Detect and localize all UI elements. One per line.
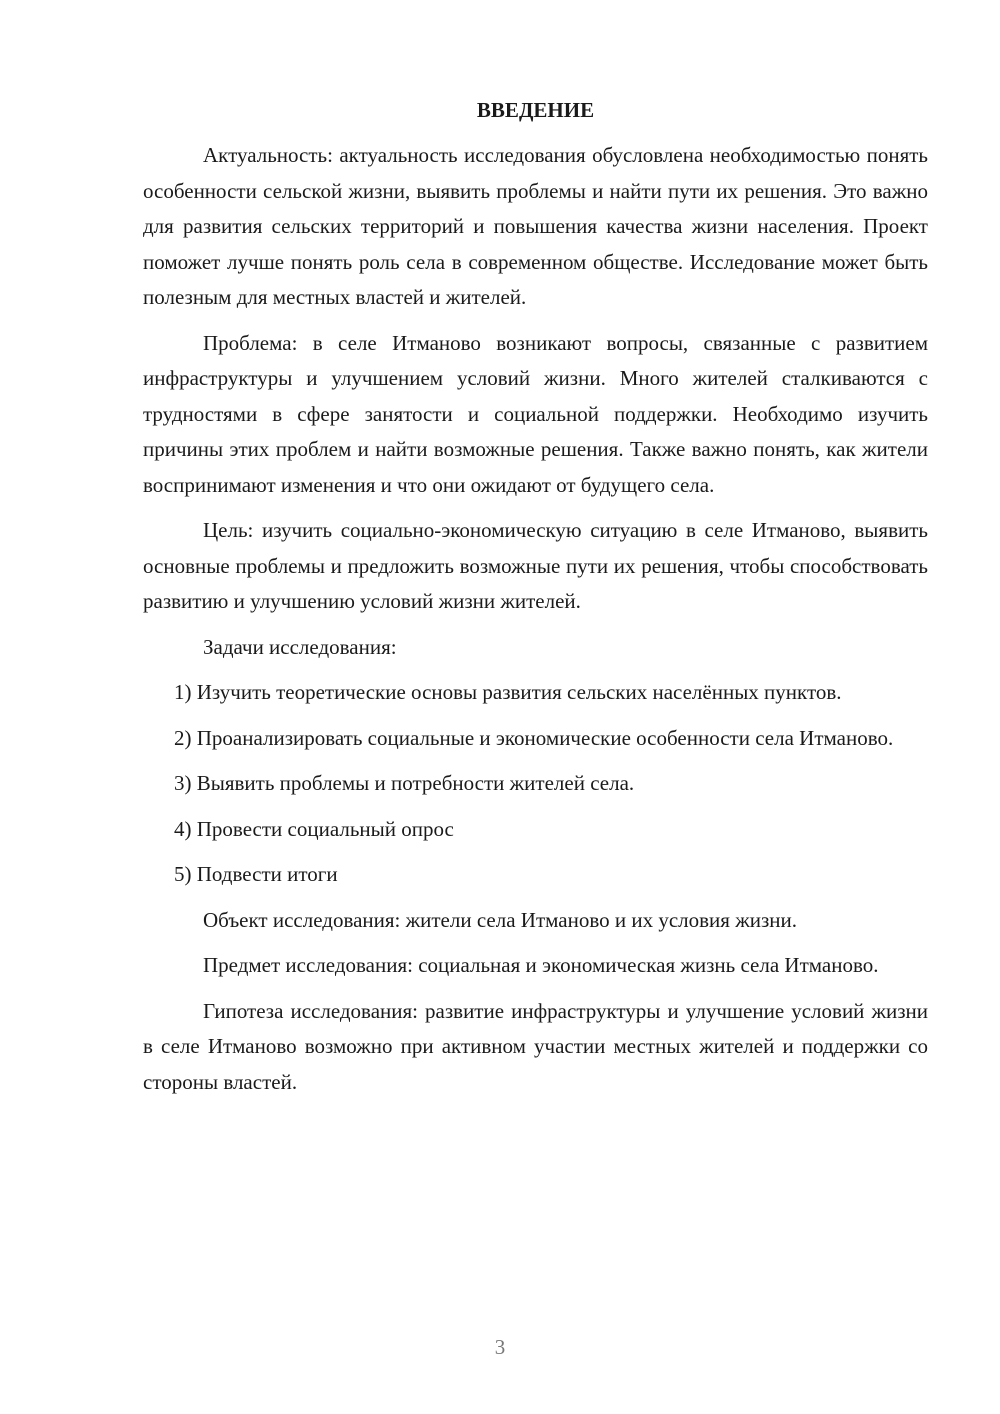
document-page xyxy=(143,93,928,1110)
subject-paragraph: Предмет исследования: социальная и экономическая жизнь села Итманово. xyxy=(203,953,879,977)
task-item: 2) Проанализировать социальные и экономические особенности села Итманово. xyxy=(174,725,894,750)
object-paragraph: Объект исследования: жители села Итманово и их условия жизни. xyxy=(203,907,797,932)
task-item: 5) Подвести итоги xyxy=(174,862,338,886)
section-title: ВВЕДЕНИЕ xyxy=(476,98,595,122)
task-item: 4) Провести социальный опрос xyxy=(174,816,454,841)
page-number: 3 xyxy=(494,1335,506,1359)
tasks-list xyxy=(143,675,928,893)
task-item: 3) Выявить проблемы и потребности жителей села. xyxy=(174,771,635,795)
hypothesis-paragraph: Гипотеза исследования: развитие инфраструктуры и улучшение условий жизни в селе Итманово возможно при активном участии местных жителей и поддержки со стороны властей. xyxy=(143,998,928,1094)
relevance-paragraph: Актуальность: актуальность исследования обусловлена необходимостью понять особенности сельской жизни, выявить проблемы и найти пути их решения. Это важно для развития сельских территорий и повышения качества жизни населения. Проект поможет лучше понять роль села в современном обществе. Исследование может быть полезным для местных властей и жителей. xyxy=(143,143,928,309)
problem-paragraph: Проблема: в селе Итманово возникают вопросы, связанные с развитием инфраструктуры и улучшением условий жизни. Много жителей сталкиваются с трудностями в сфере занятости и социальной поддержки. Необходимо изучить причины этих проблем и найти возможные решения. Также важно понять, как жители воспринимают изменения и что они ожидают от будущего села. xyxy=(143,330,928,497)
task-item: 1) Изучить теоретические основы развития сельских населённых пунктов. xyxy=(174,680,842,704)
goal-paragraph: Цель: изучить социально-экономическую ситуацию в селе Итманово, выявить основные проблемы и предложить возможные пути их решения, чтобы способствовать развитию и улучшению условий жизни жителей. xyxy=(143,518,928,613)
tasks-heading: Задачи исследования: xyxy=(203,634,397,659)
